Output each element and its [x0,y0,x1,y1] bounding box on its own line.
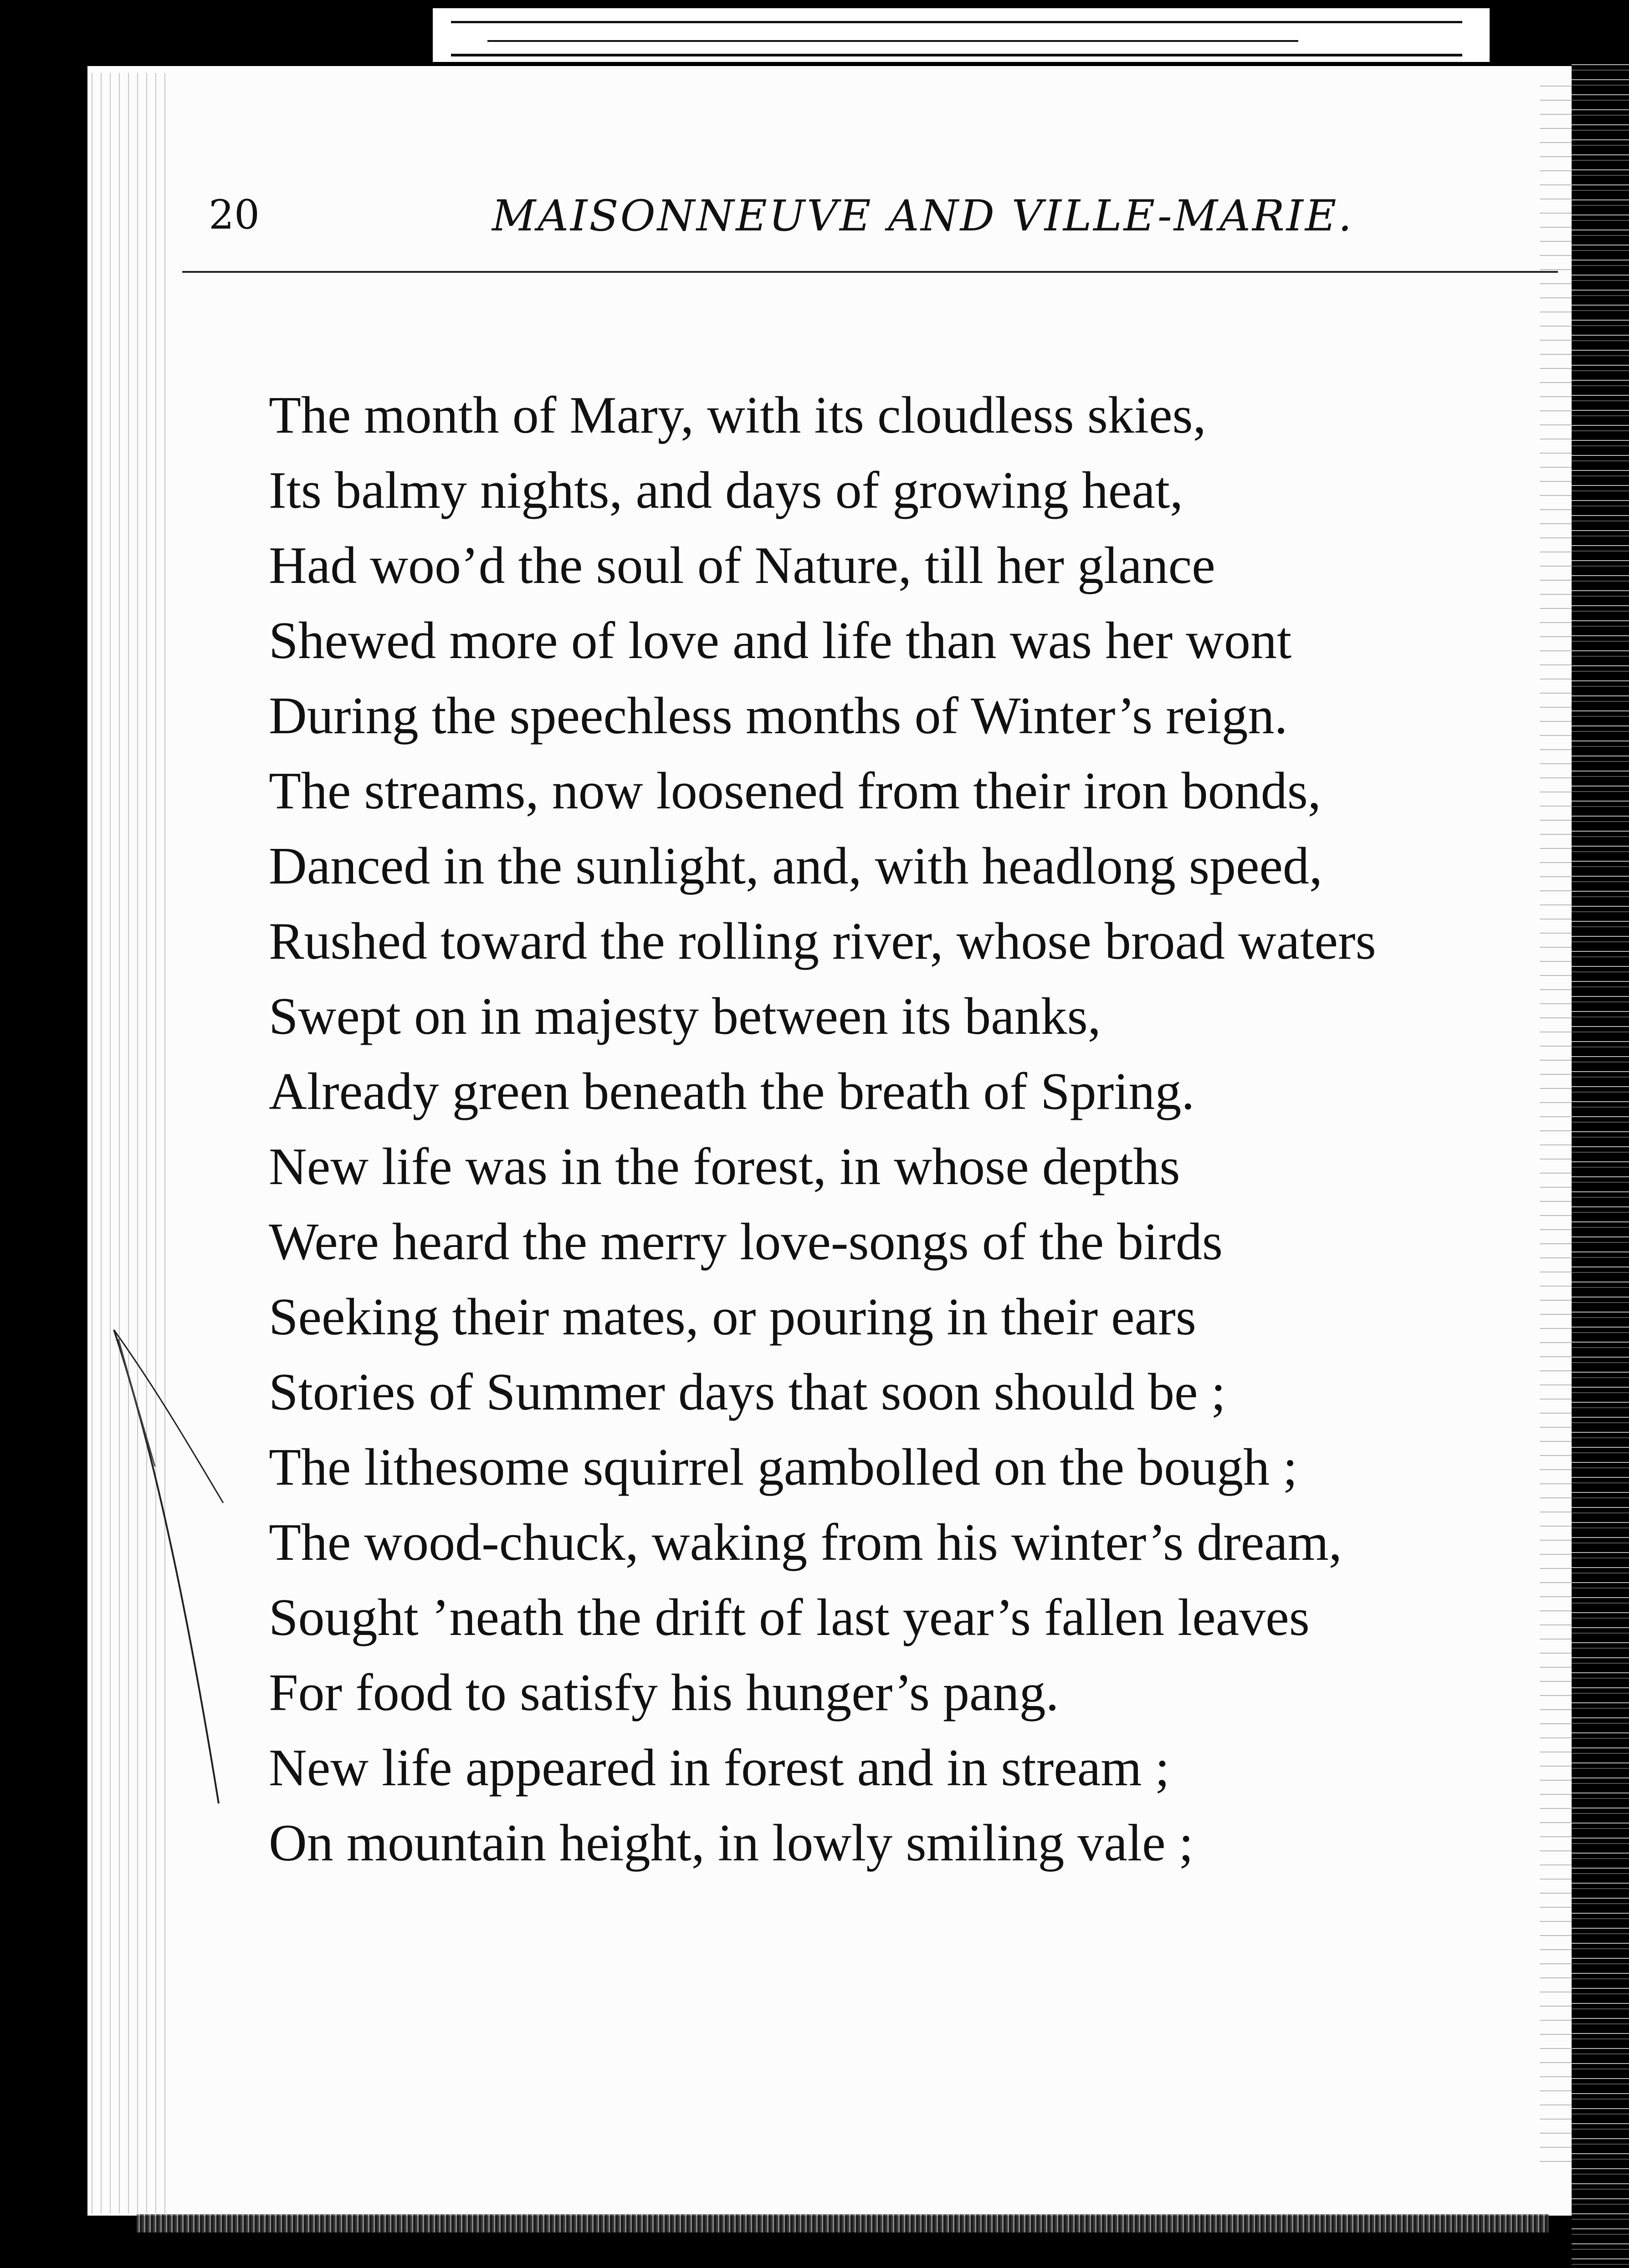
page-edge-right [1540,73,1576,2168]
poem-line: Shewed more of love and life than was her wont [269,612,1292,670]
header-rule [182,271,1558,273]
page-number: 20 [209,191,260,238]
pencil-margin-mark [105,1321,241,1813]
poem-line: Rushed toward the rolling river, whose broad waters [269,912,1376,971]
poem-line: Had woo’d the soul of Nature, till her glance [269,536,1215,595]
poem-line: Stories of Summer days that soon should be ; [269,1363,1226,1421]
poem-text [269,378,1376,1881]
page-edge-left [87,73,169,2213]
poem-line: Already green beneath the breath of Spring. [269,1062,1195,1121]
poem-line: For food to satisfy his hunger’s pang. [269,1664,1059,1722]
scan-border-bottom [137,2214,1549,2232]
poem-line: Danced in the sunlight, and, with headlong speed, [269,837,1323,895]
poem-line: New life appeared in forest and in stream ; [269,1739,1170,1797]
poem-line: Swept on in majesty between its banks, [269,987,1101,1046]
poem-line: Its balmy nights, and days of growing heat, [269,461,1183,520]
running-head: MAISONNEUVE AND VILLE-MARIE. [492,191,1354,241]
poem-line: During the speechless months of Winter’s reign. [269,687,1288,745]
adjacent-page-strip [433,8,1490,62]
poem-line: The lithesome squirrel gambolled on the bough ; [269,1438,1298,1497]
poem-line: On mountain height, in lowly smiling vale ; [269,1814,1194,1872]
poem-line: Were heard the merry love-songs of the birds [269,1213,1223,1271]
poem-line: The wood-chuck, waking from his winter’s dream, [269,1513,1342,1572]
poem-line: The month of Mary, with its cloudless skies, [269,386,1206,444]
poem-line: Seeking their mates, or pouring in their ears [269,1288,1196,1346]
poem-line: New life was in the forest, in whose depths [269,1138,1180,1196]
poem-line: Sought ’neath the drift of last year’s fallen leaves [269,1589,1310,1647]
scan-border-right [1572,64,1629,2268]
poem-line: The streams, now loosened from their iron bonds, [269,762,1321,820]
